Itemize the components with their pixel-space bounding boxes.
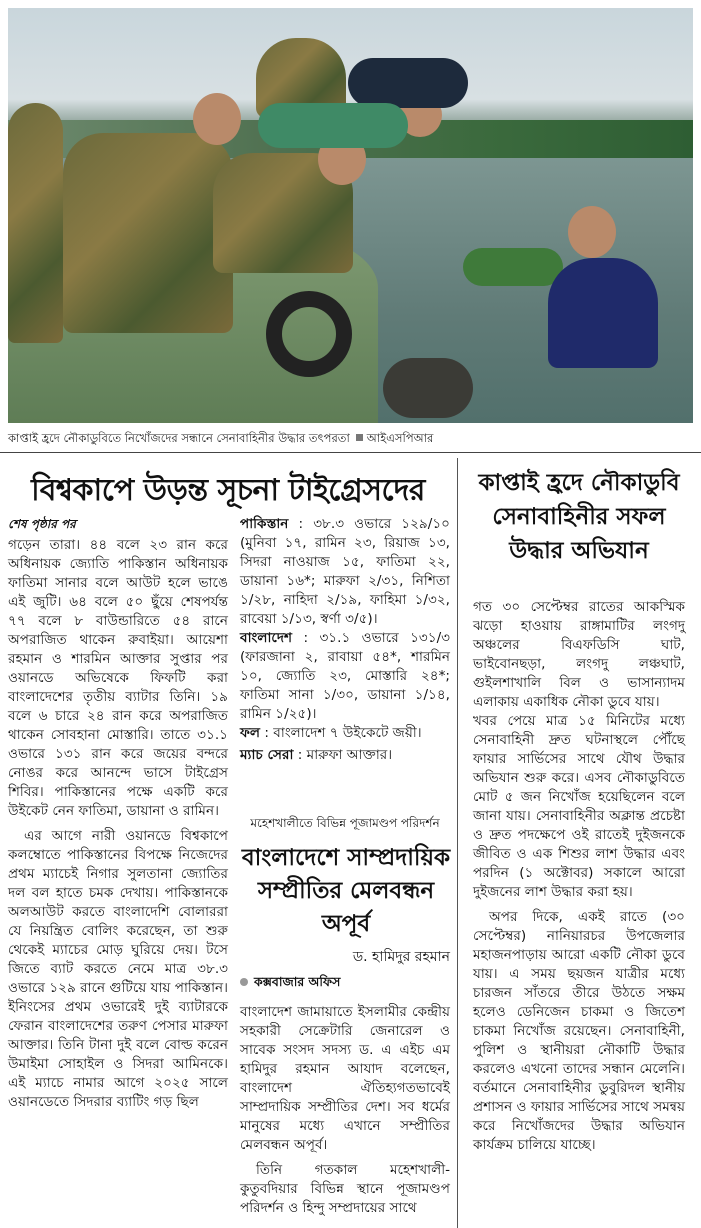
story3-headline: কাপ্তাই হ্রদে নৌকাডুবি সেনাবাহিনীর সফল উদ্ধার অভিযান bbox=[478, 470, 680, 564]
scorecard-text: : মারুফা আক্তার। bbox=[297, 747, 393, 763]
divider bbox=[0, 452, 701, 453]
story3-paragraph: গত ৩০ সেপ্টেম্বর রাতের আকস্মিক ঝড়ো হাওয়ায় রাঙ্গামাটির লংগদু অঞ্চলের বিএফডিসি ঘাট, ভাইবোনছড়া, লংগদু লঞ্চঘাট, গুইলশাখালি বিল ও ভাসান্যাদম এলাকায় একাধিক নৌকা ডুবে যায়। bbox=[473, 599, 685, 710]
story2-paragraph: তিনি গতকাল মহেশখালী-কুতুবদিয়ার বিভিন্ন স্থানে পূজামণ্ডপ পরিদর্শন ও হিন্দু সম্প্রদায়ের সাথে bbox=[240, 1162, 450, 1216]
scorecard-row bbox=[240, 629, 450, 724]
story3-paragraph: অপর দিকে, একই রাতে (৩০ সেপ্টেম্বর) নানিয়ারচর উপজেলার মহাজনপাড়ায় আরো একটি নৌকা ডুবে যায়। এ সময় ছয়জন যাত্রীর মধ্যে চারজন সাঁতরে তীরে উঠতে সক্ষম হলেও ডেনিজেন চাকমা ও জিতেশ চাকমা নিখোঁজ রয়েছেন। সেনাবাহিনী, পুলিশ ও স্থানীয়রা নৌকাটি উদ্ধার করলেও এখনো তাদের সন্ধান মেলেনি। বর্তমানে সেনাবাহিনীর ডুবুরিদল স্থানীয় প্রশাসন ও ফায়ার সার্ভিসের সাথে সমন্বয় করে নিখোঁজদের উদ্ধার অভিযান কার্যক্রম চালিয়ে যাচ্ছে। bbox=[473, 909, 685, 1153]
story2-subhead: মহেশখালীতে বিভিন্ন পূজামণ্ডপ পরিদর্শন bbox=[250, 816, 440, 830]
photo-person-head bbox=[568, 206, 616, 258]
scorecard-label: ফল bbox=[240, 725, 261, 741]
story1-paragraph: গড়েন তারা। ৪৪ বলে ২৩ রান করে অধিনায়ক জ্যোতি পাকিস্তান অধিনায়ক ফাতিমা সানার বলে আউট হলে ভাঙে এই জুটি। ৬৪ বলে ৫০ ছুঁয়ে শেষপর্যন্ত ৭৭ বলে ৮ বাউন্ডারিতে ৫৪ রানে অপরাজিত থাকেন রুবাইয়া। আয়েশা রহমান ও শারমিন আক্তার সুপ্তার পর ওয়ানডে অভিষেকে ফিফটি করা বাংলাদেশের তৃতীয় ব্যাটার তিনি। ১৯ বলে ৬ চারে ২৪ রান করে অপরাজিত থাকেন সোবহানা মোস্তারি। তাতে ৩১.১ ওভারে ১৩১ রান করে জয়ের বন্দরে নোঙর করে আনন্দে ভাসে টাইগ্রেস শিবির। পাকিস্তানের পক্ষে একটি করে উইকেট নেন ফাতিমা, ডায়ানা ও রামিন। bbox=[8, 537, 228, 819]
photo-person-green-shirt bbox=[258, 103, 408, 148]
caption-text: কাপ্তাই হ্রদে নৌকাডুবিতে নিখোঁজদের সন্ধানে সেনাবাহিনীর উদ্ধার তৎপরতা bbox=[8, 431, 350, 445]
photo-man-blue-shirt bbox=[548, 258, 658, 368]
photo-person-head bbox=[193, 93, 241, 145]
story1-continued: শেষ পৃষ্ঠার পর bbox=[8, 517, 76, 531]
photo-boat-tire bbox=[266, 291, 352, 377]
story1-headline: বিশ্বকাপে উড়ন্ত সূচনা টাইগ্রেসদের bbox=[31, 473, 425, 508]
story1-column1 bbox=[8, 515, 228, 1112]
office-label: কক্সবাজার অফিস bbox=[254, 974, 341, 989]
photo-water-plants bbox=[463, 248, 563, 286]
photo-soldier bbox=[63, 133, 233, 333]
scorecard-label: বাংলাদেশ bbox=[240, 630, 293, 646]
scorecard-text: : ৩১.১ ওভারে ১৩১/৩ (ফারজানা ২, রাবায়া ৫৪*, শারমিন ১০, জ্যোতি ২৩, মোস্তারি ২৪*; ফাতিমা সানা ১/৩০, ডায়ানা ১/১৪, রামিন ১/২৫)। bbox=[240, 630, 450, 722]
story2-paragraph: বাংলাদেশ জামায়াতে ইসলামীর কেন্দ্রীয় সহকারী সেক্রেটারি জেনারেল ও সাবেক সংসদ সদস্য ড. এ এইচ এম হামিদুর রহমান আযাদ বলেছেন, বাংলাদেশ ঐতিহ্যগতভাবেই সাম্প্রদায়িক সম্প্রীতির দেশ। সব ধর্মের মানুষের মধ্যে এখানে সম্প্রীতির মেলবন্ধন অপূর্ব। bbox=[240, 1004, 450, 1153]
scorecard-text: : ৩৮.৩ ওভারে ১২৯/১০ (মুনিবা ১৭, রামিন ২৩, রিয়াজ ১৩, সিদরা নাওয়াজ ১৫, ফাতিমা ২২, ডায়ানা ১৬*; মারুফা ২/৩১, নিশিতা ১/২৮, নাহিদা ২/১৯, ফাহিমা ১/৩২, রাবেয়া ১/১৩, স্বর্ণা ৩/৫)। bbox=[240, 516, 450, 627]
caption-separator-icon bbox=[356, 434, 363, 441]
scorecard-text: : বাংলাদেশ ৭ উইকেটে জয়ী। bbox=[264, 725, 422, 741]
story1-scorecard bbox=[240, 515, 450, 765]
story3-body bbox=[473, 598, 685, 1155]
story3-paragraph: খবর পেয়ে মাত্র ১৫ মিনিটের মধ্যে সেনাবাহিনী দ্রুত ঘটনাস্থলে পৌঁছে ফায়ার সার্ভিসের সাথে যৌথ উদ্ধার অভিযান শুরু করে। এসব নৌকাডুবিতে মোট ৫ জন নিখোঁজ হয়েছিলেন বলে জানা যায়। সেনাবাহিনীর অক্লান্ত প্রচেষ্টা ও দ্রুত পদক্ষেপে ওই রাতেই দুইজনকে জীবিত ও এক শিশুর লাশ উদ্ধার এবং পরদিন (১ অক্টোবর) সকালে আরো দুইজনের লাশ উদ্ধার করা হয়। bbox=[473, 713, 685, 900]
photo-caption bbox=[8, 430, 433, 449]
story2-author: ড. হামিদুর রহমান bbox=[352, 949, 450, 965]
story1-paragraph: এর আগে নারী ওয়ানডে বিশ্বকাপে কলম্বোতে পাকিস্তানের বিপক্ষে নিজেদের প্রথম ম্যাচেই নিগার সুলতানা জ্যোতির দল বল হাতে চমক দেখায়। পাকিস্তানকে অলআউট করতে বাংলাদেশি বোলাররা যে নিয়ন্ত্রিত বোলিং করেছেন, তা শুরু থেকেই ম্যাচের মোড় ঘুরিয়ে দেয়। টসে জিতে ব্যাট করতে নেমে মাত্র ৩৮.৩ ওভারে ১২৯ রানে গুটিয়ে যায় পাকিস্তান। ইনিংসের প্রথম ওভারেই দুই ব্যাটারকে ফেরান বাংলাদেশের তরুণ পেসার মারুফা আক্তার। তিনি টানা দুই বলে বোল্ড করেন উমাইমা সোহাইল ও সিদরা আমিনকে। এই ম্যাচে নামার আগে ২০২৫ সালে ওয়ানডেতে সিদরার ব্যাটিং গড় ছিল bbox=[8, 828, 228, 1110]
caption-credit: আইএসপিআর bbox=[366, 431, 434, 445]
photo-diver bbox=[383, 358, 473, 418]
story2-office bbox=[240, 974, 450, 994]
story2-body bbox=[240, 1003, 450, 1218]
news-photo bbox=[8, 8, 693, 423]
bullet-icon bbox=[240, 978, 248, 986]
scorecard-row bbox=[240, 515, 450, 629]
scorecard-row bbox=[240, 724, 450, 743]
scorecard-label: ম্যাচ সেরা bbox=[240, 747, 294, 763]
column-divider bbox=[457, 458, 458, 1228]
scorecard-label: পাকিস্তান bbox=[240, 516, 289, 532]
photo-person-dark-shirt bbox=[348, 58, 468, 108]
photo-soldier bbox=[8, 103, 63, 343]
scorecard-row bbox=[240, 746, 450, 765]
story2-headline: বাংলাদেশে সাম্প্রদায়িক সম্প্রীতির মেলবন্ধন অপূর্ব bbox=[241, 845, 451, 937]
